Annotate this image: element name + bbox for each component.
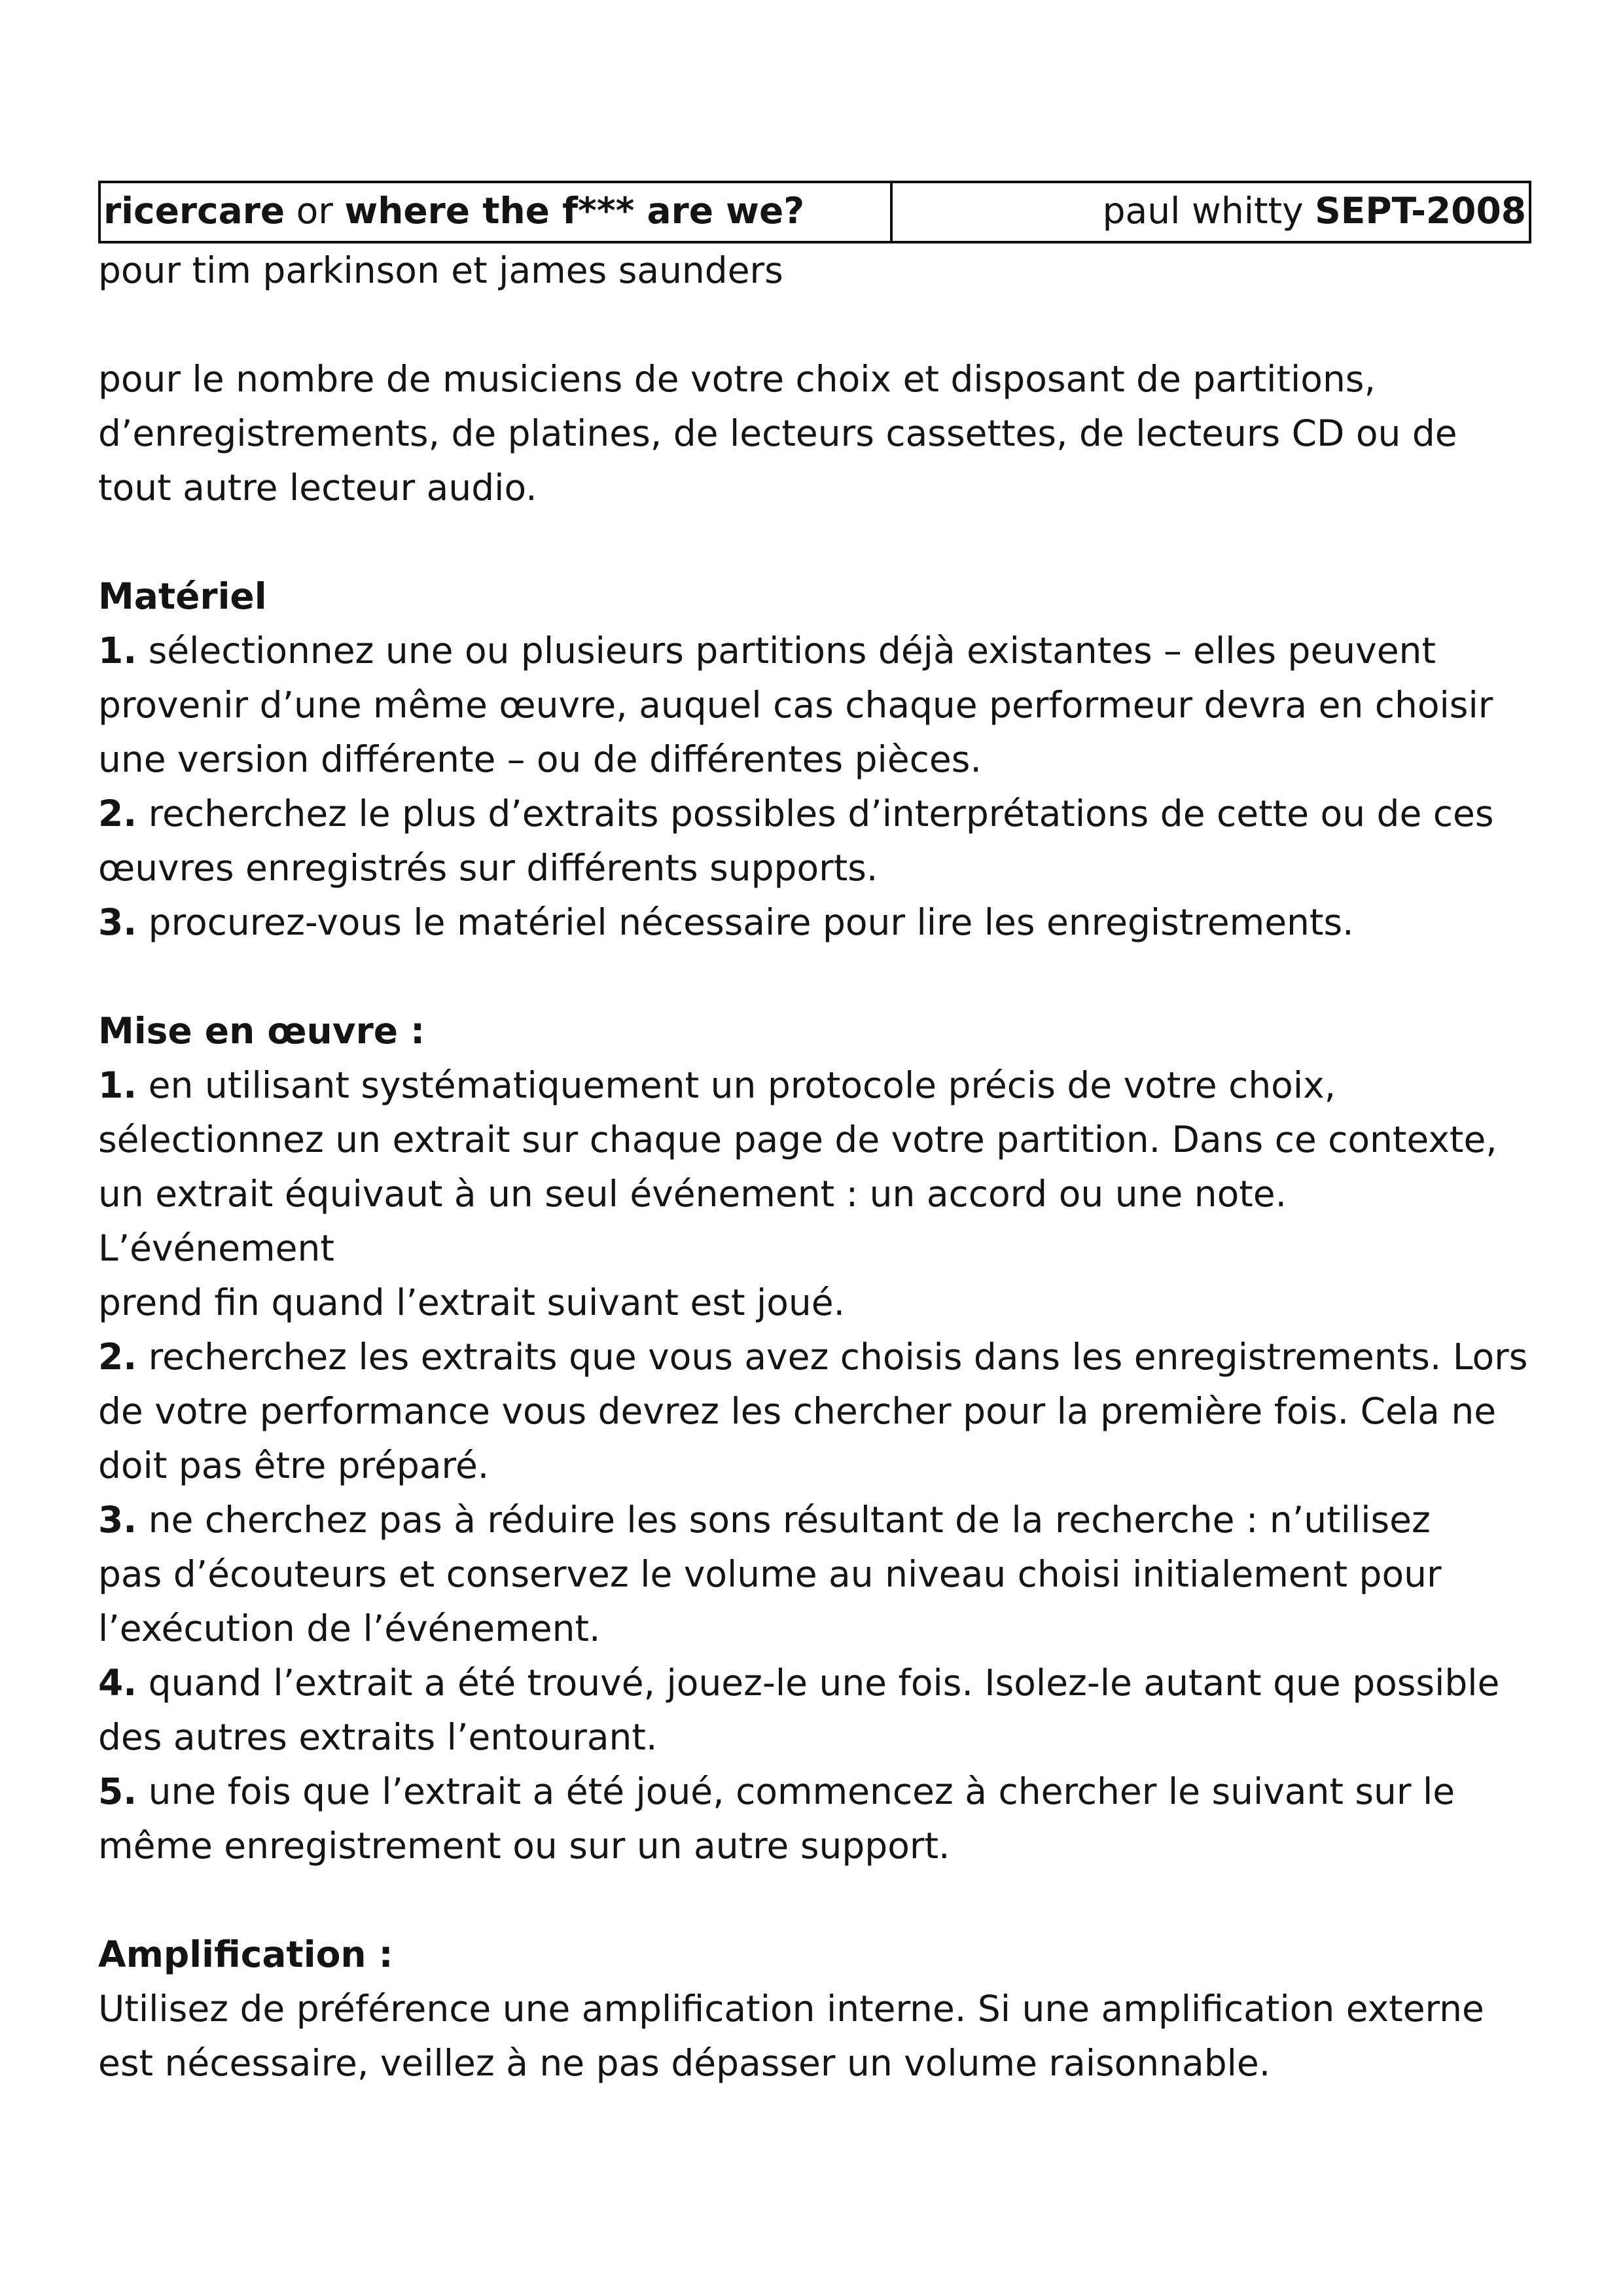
item-text: prend fin quand l’extrait suivant est joué. bbox=[98, 1282, 846, 1323]
item-number: 2. bbox=[98, 1336, 137, 1378]
item-number: 4. bbox=[98, 1662, 137, 1704]
spacer bbox=[98, 298, 1531, 352]
item-number: 5. bbox=[98, 1770, 137, 1812]
title-part-2: where the f*** are we? bbox=[344, 190, 805, 232]
mise-item-4 bbox=[98, 1656, 1531, 1765]
item-text: une fois que l’extrait a été joué, commencez à chercher le suivant sur le bbox=[137, 1770, 1455, 1812]
mise-en-oeuvre-section bbox=[98, 1004, 1531, 1873]
item-text: des autres extraits l’entourant. bbox=[98, 1716, 658, 1758]
materiel-section bbox=[98, 569, 1531, 950]
item-text: œuvres enregistrés sur différents supports. bbox=[98, 847, 878, 889]
amplification-line: Utilisez de préférence une amplification interne. Si une amplification externe bbox=[98, 1988, 1484, 2030]
item-text: même enregistrement ou sur un autre support. bbox=[98, 1825, 950, 1867]
item-text: de votre performance vous devrez les chercher pour la première fois. Cela ne bbox=[98, 1390, 1497, 1432]
author-name: paul whitty bbox=[1102, 190, 1315, 232]
mise-item-3 bbox=[98, 1493, 1531, 1656]
item-number: 1. bbox=[98, 630, 137, 672]
title-or: or bbox=[285, 190, 345, 232]
materiel-heading: Matériel bbox=[98, 575, 267, 617]
amplification-section bbox=[98, 1928, 1531, 2090]
item-text: sélectionnez un extrait sur chaque page de votre partition. Dans ce contexte, bbox=[98, 1119, 1497, 1160]
item-text: une version différente – ou de différentes pièces. bbox=[98, 738, 982, 780]
item-text: l’exécution de l’événement. bbox=[98, 1607, 601, 1649]
mise-item-2 bbox=[98, 1330, 1531, 1493]
spacer bbox=[98, 515, 1531, 569]
item-number: 3. bbox=[98, 901, 137, 943]
item-text: provenir d’une même œuvre, auquel cas chaque performeur devra en choisir bbox=[98, 684, 1493, 726]
date: SEPT-2008 bbox=[1315, 190, 1526, 232]
item-text: un extrait équivaut à un seul événement : un accord ou une note. L’événement bbox=[98, 1173, 1287, 1269]
item-number: 3. bbox=[98, 1499, 137, 1541]
author-cell bbox=[891, 182, 1530, 242]
mise-item-5 bbox=[98, 1765, 1531, 1873]
intro-line: d’enregistrements, de platines, de lecteurs cassettes, de lecteurs CD ou de bbox=[98, 412, 1457, 454]
intro-paragraph bbox=[98, 352, 1531, 515]
item-text: ne cherchez pas à réduire les sons résultant de la recherche : n’utilisez bbox=[137, 1499, 1431, 1541]
header-table bbox=[98, 181, 1531, 243]
materiel-item-2 bbox=[98, 787, 1531, 895]
item-text: sélectionnez une ou plusieurs partitions déjà existantes – elles peuvent bbox=[137, 630, 1436, 672]
item-text: quand l’extrait a été trouvé, jouez-le une fois. Isolez-le autant que possible bbox=[137, 1662, 1500, 1704]
mise-item-1 bbox=[98, 1058, 1531, 1330]
item-text: pas d’écouteurs et conservez le volume au niveau choisi initialement pour bbox=[98, 1553, 1442, 1595]
mise-heading: Mise en œuvre : bbox=[98, 1010, 425, 1052]
document-page bbox=[98, 181, 1531, 2090]
amplification-heading: Amplification : bbox=[98, 1933, 393, 1975]
item-text: en utilisant systématiquement un protocole précis de votre choix, bbox=[137, 1064, 1336, 1106]
item-number: 2. bbox=[98, 793, 137, 834]
item-text: doit pas être préparé. bbox=[98, 1444, 490, 1486]
intro-line: pour le nombre de musiciens de votre choix et disposant de partitions, bbox=[98, 358, 1376, 400]
item-text: recherchez les extraits que vous avez choisis dans les enregistrements. Lors bbox=[137, 1336, 1528, 1378]
dedication: pour tim parkinson et james saunders bbox=[98, 249, 783, 291]
title-part-1: ricercare bbox=[103, 190, 285, 232]
materiel-item-3 bbox=[98, 895, 1531, 950]
spacer bbox=[98, 950, 1531, 1004]
intro-line: tout autre lecteur audio. bbox=[98, 467, 537, 509]
item-number: 1. bbox=[98, 1064, 137, 1106]
item-text: recherchez le plus d’extraits possibles d’interprétations de cette ou de ces bbox=[137, 793, 1494, 834]
materiel-item-1 bbox=[98, 624, 1531, 787]
amplification-line: est nécessaire, veillez à ne pas dépasser un volume raisonnable. bbox=[98, 2042, 1271, 2084]
title-cell bbox=[99, 182, 891, 242]
spacer bbox=[98, 1873, 1531, 1928]
item-text: procurez-vous le matériel nécessaire pour lire les enregistrements. bbox=[137, 901, 1354, 943]
